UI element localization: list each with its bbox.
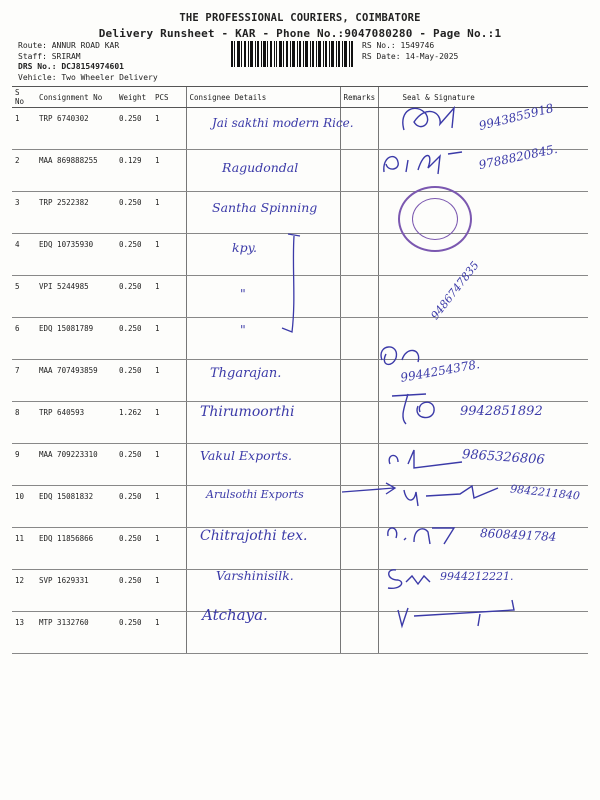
signature-scribble bbox=[396, 100, 466, 140]
row-consignment-no: VPI 5244985 bbox=[36, 276, 116, 318]
row-remarks-cell bbox=[340, 612, 378, 654]
handwritten-consignee: Thgarajan. bbox=[210, 366, 282, 381]
row-pcs: 1 bbox=[152, 318, 186, 360]
row-sno: 5 bbox=[12, 276, 36, 318]
row-consignment-no: EDQ 15081789 bbox=[36, 318, 116, 360]
col-remarks: Remarks bbox=[340, 87, 378, 108]
row-consignment-no: TRP 640593 bbox=[36, 402, 116, 444]
handwritten-consignee: Jai sakthi modern Rice. bbox=[212, 116, 354, 130]
row-pcs: 1 bbox=[152, 528, 186, 570]
row-weight: 0.129 bbox=[116, 150, 152, 192]
barcode-image bbox=[231, 41, 355, 67]
row-sno: 10 bbox=[12, 486, 36, 528]
handwritten-phone: 9788820845. bbox=[477, 141, 559, 173]
route-label: Route: ANNUR ROAD KAR bbox=[18, 41, 120, 50]
row-pcs: 1 bbox=[152, 486, 186, 528]
row-weight: 1.262 bbox=[116, 402, 152, 444]
row-remarks-cell bbox=[340, 570, 378, 612]
signature-scribble bbox=[394, 596, 534, 632]
row-remarks-cell bbox=[340, 276, 378, 318]
row-remarks-cell bbox=[340, 150, 378, 192]
handwritten-consignee: kpy. bbox=[232, 240, 257, 255]
row-weight: 0.250 bbox=[116, 108, 152, 150]
row-weight: 0.250 bbox=[116, 570, 152, 612]
signature-scribble bbox=[382, 562, 442, 592]
row-consignment-no: MTP 3132760 bbox=[36, 612, 116, 654]
row-consignment-no: EDQ 10735930 bbox=[36, 234, 116, 276]
rs-number: RS No.: 1549746 bbox=[362, 41, 435, 50]
handwritten-consignee: Varshinisilk. bbox=[216, 568, 294, 583]
row-remarks-cell bbox=[340, 402, 378, 444]
row-pcs: 1 bbox=[152, 402, 186, 444]
row-consignment-no: MAA 869888255 bbox=[36, 150, 116, 192]
row-pcs: 1 bbox=[152, 360, 186, 402]
row-consignee-cell bbox=[186, 318, 340, 360]
handwritten-phone: 9944212221. bbox=[440, 570, 514, 583]
row-pcs: 1 bbox=[152, 444, 186, 486]
row-sno: 11 bbox=[12, 528, 36, 570]
handwritten-phone: 9942851892 bbox=[460, 404, 543, 419]
handwritten-phone: 9842211840 bbox=[509, 482, 581, 503]
row-pcs: 1 bbox=[152, 192, 186, 234]
handwritten-consignee: Santha Spinning bbox=[212, 200, 318, 215]
row-sno: 12 bbox=[12, 570, 36, 612]
col-weight: Weight bbox=[116, 87, 152, 108]
row-weight: 0.250 bbox=[116, 486, 152, 528]
row-consignee-cell bbox=[186, 276, 340, 318]
row-sno: 8 bbox=[12, 402, 36, 444]
meta-left bbox=[18, 41, 158, 83]
row-sno: 7 bbox=[12, 360, 36, 402]
row-weight: 0.250 bbox=[116, 276, 152, 318]
vehicle-label: Vehicle: Two Wheeler Delivery bbox=[18, 72, 158, 82]
row-remarks-cell bbox=[340, 528, 378, 570]
table-row bbox=[12, 360, 588, 402]
row-pcs: 1 bbox=[152, 612, 186, 654]
company-name: THE PROFESSIONAL COURIERS, COIMBATORE bbox=[179, 12, 421, 24]
row-weight: 0.250 bbox=[116, 318, 152, 360]
row-sno: 9 bbox=[12, 444, 36, 486]
row-pcs: 1 bbox=[152, 234, 186, 276]
row-weight: 0.250 bbox=[116, 360, 152, 402]
row-pcs: 1 bbox=[152, 108, 186, 150]
handwritten-consignee: Thirumoorthi bbox=[200, 404, 295, 420]
row-consignment-no: MAA 707493859 bbox=[36, 360, 116, 402]
handwritten-phone: 8608491784 bbox=[479, 526, 557, 544]
col-consignee: Consignee Details bbox=[186, 87, 340, 108]
row-signature-cell bbox=[378, 276, 588, 318]
handwritten-phone: 9486747835 bbox=[428, 258, 482, 323]
handwritten-consignee: Atchaya. bbox=[202, 606, 268, 624]
row-remarks-cell bbox=[340, 192, 378, 234]
handwritten-consignee: Chitrajothi tex. bbox=[200, 528, 308, 544]
row-pcs: 1 bbox=[152, 150, 186, 192]
row-weight: 0.250 bbox=[116, 612, 152, 654]
row-weight: 0.250 bbox=[116, 234, 152, 276]
row-consignee-cell bbox=[186, 234, 340, 276]
col-sno: S No bbox=[12, 87, 36, 108]
handwritten-consignee: " bbox=[240, 286, 246, 301]
handwritten-phone: 9943855918 bbox=[477, 100, 555, 134]
row-consignment-no: TRP 2522382 bbox=[36, 192, 116, 234]
drs-number: DRS No.: DCJ8154974601 bbox=[18, 62, 124, 71]
signature-scribble bbox=[384, 446, 468, 476]
row-sno: 3 bbox=[12, 192, 36, 234]
col-pcs: PCS bbox=[152, 87, 186, 108]
row-consignment-no: TRP 6740302 bbox=[36, 108, 116, 150]
row-pcs: 1 bbox=[152, 570, 186, 612]
row-consignment-no: EDQ 11856866 bbox=[36, 528, 116, 570]
handwritten-consignee: " bbox=[240, 322, 246, 337]
stamp-inner-ring bbox=[412, 198, 458, 240]
col-consignment: Consignment No bbox=[36, 87, 116, 108]
staff-label: Staff: SRIRAM bbox=[18, 51, 81, 61]
row-consignment-no: MAA 709223310 bbox=[36, 444, 116, 486]
row-sno: 2 bbox=[12, 150, 36, 192]
signature-scribble bbox=[386, 384, 450, 428]
company-stamp bbox=[398, 186, 472, 252]
col-signature: Seal & Signature bbox=[378, 87, 588, 108]
handwritten-consignee: Ragudondal bbox=[222, 160, 299, 175]
signature-scribble bbox=[400, 478, 510, 508]
row-sno: 4 bbox=[12, 234, 36, 276]
handwritten-consignee: Vakul Exports. bbox=[200, 448, 293, 463]
row-sno: 6 bbox=[12, 318, 36, 360]
table-header-row bbox=[12, 87, 588, 108]
rs-date: RS Date: 14-May-2025 bbox=[362, 51, 459, 61]
row-weight: 0.250 bbox=[116, 528, 152, 570]
handwritten-phone: 9944254378. bbox=[399, 357, 481, 385]
row-consignment-no: SVP 1629331 bbox=[36, 570, 116, 612]
handwritten-consignee: Arulsothi Exports bbox=[206, 488, 304, 501]
bracket-mark bbox=[270, 228, 310, 338]
signature-scribble bbox=[384, 520, 460, 550]
meta-right bbox=[362, 41, 458, 62]
row-consignment-no: EDQ 15081832 bbox=[36, 486, 116, 528]
row-pcs: 1 bbox=[152, 276, 186, 318]
sheet-title: Delivery Runsheet - KAR - Phone No.:9047080280 - Page No.:1 bbox=[98, 27, 502, 40]
row-sno: 13 bbox=[12, 612, 36, 654]
row-sno: 1 bbox=[12, 108, 36, 150]
row-weight: 0.250 bbox=[116, 444, 152, 486]
handwritten-phone: 9865326806 bbox=[461, 447, 546, 468]
runsheet-table bbox=[12, 86, 588, 654]
signature-scribble bbox=[378, 146, 468, 182]
row-weight: 0.250 bbox=[116, 192, 152, 234]
row-remarks-cell bbox=[340, 234, 378, 276]
arrow-mark bbox=[340, 478, 400, 502]
